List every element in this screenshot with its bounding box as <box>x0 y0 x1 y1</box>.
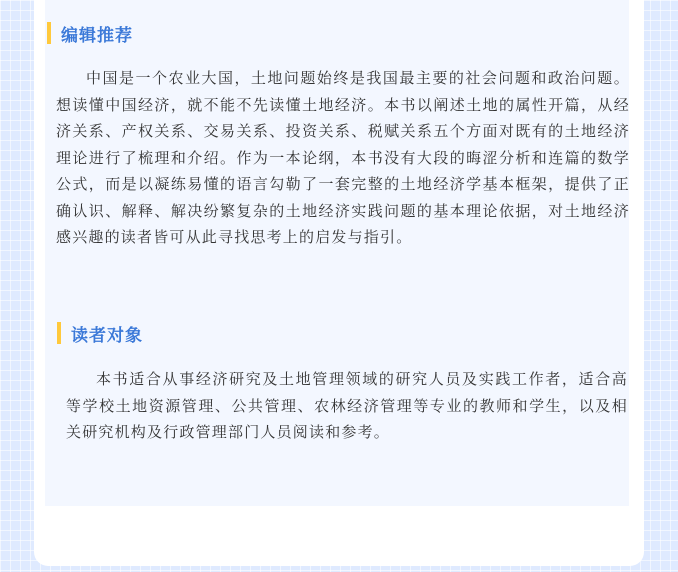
target-readers-text: 本书适合从事经济研究及土地管理领域的研究人员及实践工作者，适合高等学校土地资源管理、公共管理、农林经济管理等专业的教师和学生，以及相关研究机构及行政管理部门人员阅读和参考。 <box>66 370 628 441</box>
section-title: 编辑推荐 <box>61 25 133 46</box>
heading-accent-bar <box>57 322 61 344</box>
heading-accent-bar <box>47 22 51 44</box>
editor-recommendation-text: 中国是一个农业大国，土地问题始终是我国最主要的社会问题和政治问题。想读懂中国经济，就不能不先读懂土地经济。本书以阐述土地的属性开篇，从经济关系、产权关系、交易关系、投资关系、税赋关系五个方面对既有的土地经济理论进行了梳理和介绍。作为一本论纲，本书没有大段的晦涩分析和连篇的数学公式，而是以凝练易懂的语言勾勒了一套完整的土地经济学基本框架，提供了正确认识、解释、解决纷繁复杂的土地经济实践问题的基本理论依据，对土地经济感兴趣的读者皆可从此寻找思考上的启发与指引。 <box>56 69 630 246</box>
section-title: 读者对象 <box>71 325 143 346</box>
section-heading-target-readers <box>57 322 143 344</box>
section-heading-editor-recommendation <box>47 22 133 44</box>
